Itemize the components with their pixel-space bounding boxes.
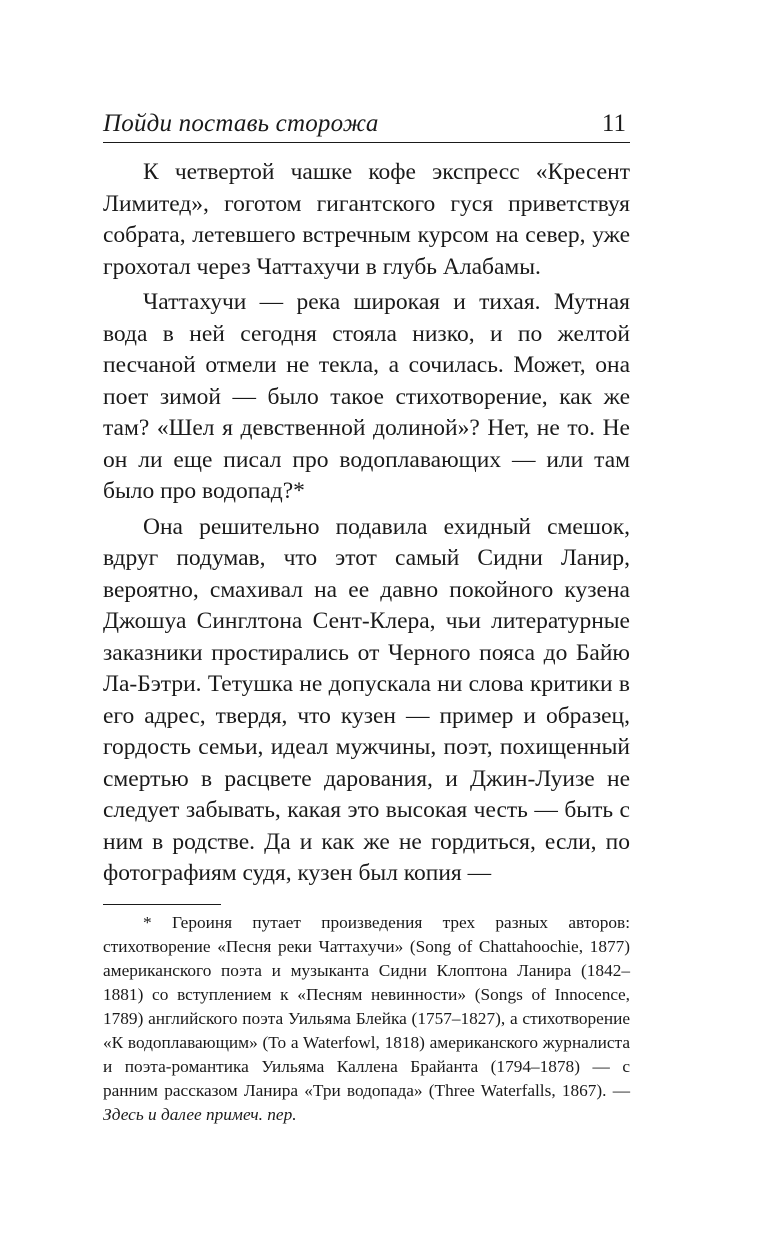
footnote-divider — [103, 904, 221, 905]
paragraph: Чаттахучи — река широкая и тихая. Мутная вода в ней сегодня стояла низко, и по желтой песчаной отмели не текла, а сочилась. Может, она поет зимой — было такое стихотворение, как же там? «Шел я девственной долиной»? Нет, не то. Не он ли еще писал про водоплавающих — или там было про водопад?* — [103, 289, 630, 504]
footnote — [103, 911, 630, 1127]
footnote-translator-note: Здесь и далее примеч. пер. — [103, 1104, 297, 1124]
page-number: 11 — [601, 110, 626, 137]
running-head-title: Пойди поставь сторожа — [103, 110, 379, 137]
body-text — [103, 157, 630, 890]
running-head — [103, 108, 630, 143]
paragraph: Она решительно подавила ехидный смешок, вдруг подумав, что этот самый Сидни Ланир, вероятно, смахивал на ее давно покойного кузена Джошуа Синглтона Сент-Клера, чьи литературные заказники простирались от Черного пояса до Байю Ла-Бэтри. Тетушка не допускала ни слова критики в его адрес, твердя, что кузен — пример и образец, гордость семьи, идеал мужчины, поэт, похищенный смертью в расцвете дарования, и Джин-Луизе не следует забывать, какая это высокая честь — быть с ним в родстве. Да и как же не гордиться, если, по фотографиям судя, кузен был копия — — [103, 513, 630, 886]
book-page — [103, 108, 630, 1127]
paragraph: К четвертой чашке кофе экспресс «Кресент Лимитед», гоготом гигантского гуся приветствуя собрата, летевшего встречным курсом на север, уже грохотал через Чаттахучи в глубь Алабамы. — [103, 159, 630, 280]
footnote-text: * Героиня путает произведения трех разных авторов: стихотворение «Песня реки Чаттахучи» (Song of Chattahoochie, 1877) американского поэта и музыканта Сидни Клоптона Ланира (1842–1881) со вступлением к «Песням невинности» (Songs of Innocence, 1789) английского поэта Уильяма Блейка (1757–1827), а стихотворение «К водоплавающим» (To a Waterfowl, 1818) американского журналиста и поэта-романтика Уильяма Каллена Брайанта (1794–1878) — с ранним рассказом Ланира «Три водопада» (Three Waterfalls, 1867). — — [103, 912, 630, 1100]
